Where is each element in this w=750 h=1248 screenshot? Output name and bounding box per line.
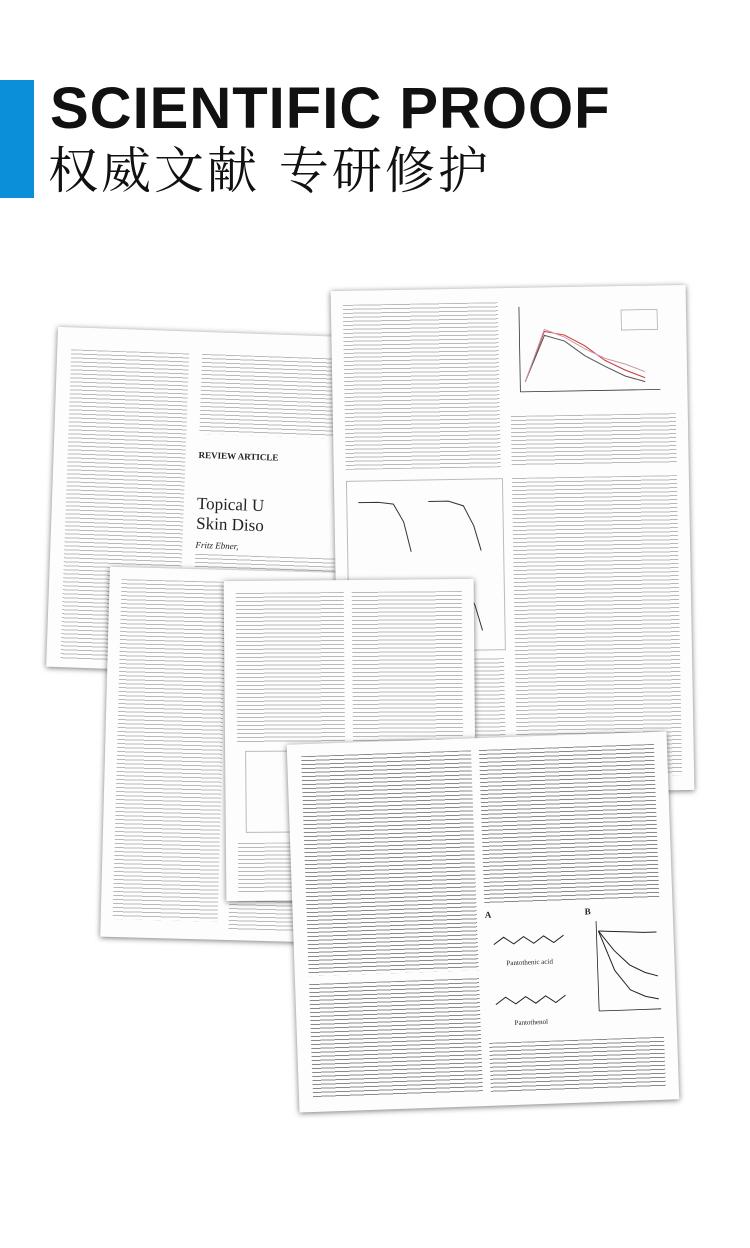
panel-a-label: A [484, 909, 492, 920]
accent-bar [0, 80, 34, 198]
line-chart-figure [509, 299, 671, 412]
enzyme-inhibition-paper [287, 731, 680, 1112]
review-title-line2: Skin Diso [195, 513, 265, 536]
review-authors: Fritz Ebner, [195, 539, 239, 552]
page-subtitle: 权威文献 专研修护 [48, 142, 491, 200]
compound-pantothenol: Pantothenol [514, 1017, 549, 1027]
review-section-label: REVIEW ARTICLE [198, 449, 279, 463]
papers-collage [0, 270, 750, 1110]
activity-curves [588, 914, 667, 1027]
compound-pantothenic-acid: Pantothenic acid [506, 957, 554, 968]
review-title-line1: Topical U [196, 493, 265, 516]
page-title: SCIENTIFIC PROOF [50, 76, 611, 141]
panel-b-label: B [584, 906, 591, 917]
